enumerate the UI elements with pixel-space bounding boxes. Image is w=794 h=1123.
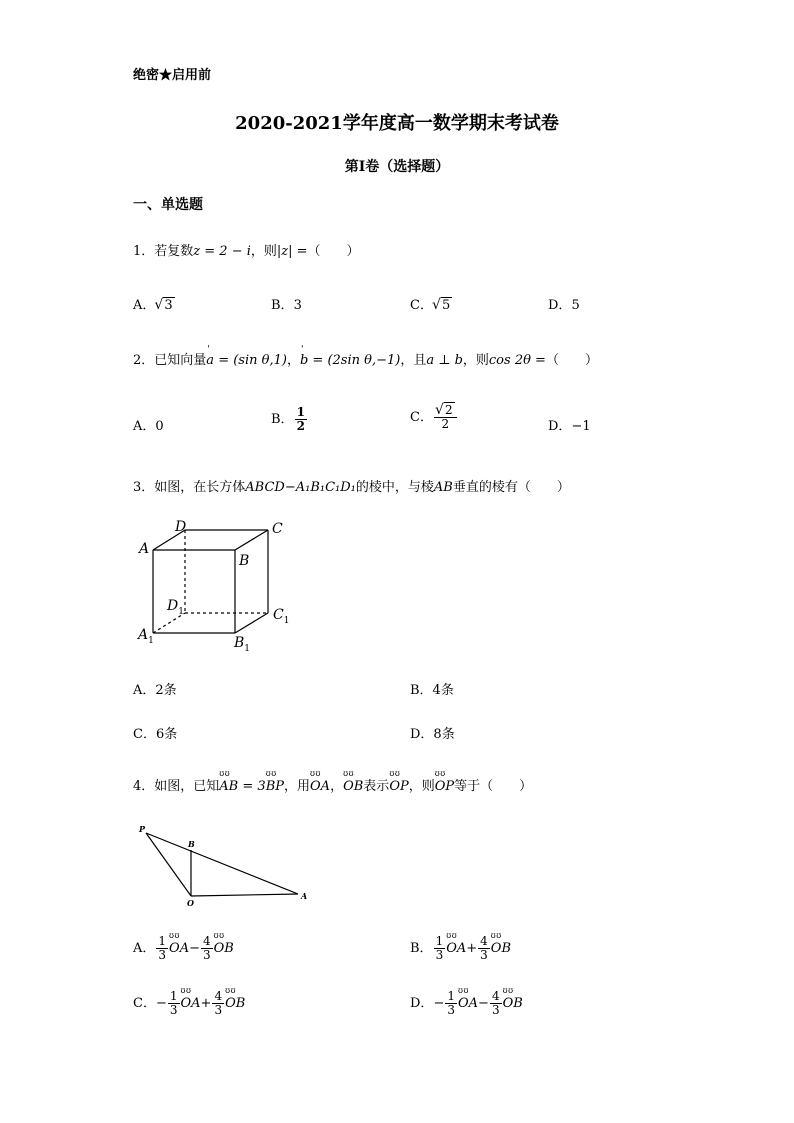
exam-subtitle: 第I卷（选择题） (344, 159, 450, 175)
option-label: B． (410, 941, 433, 957)
option-value: 5 (571, 298, 580, 313)
operator: − (478, 996, 489, 1012)
denominator: 3 (435, 948, 444, 963)
fraction (478, 935, 490, 962)
option-label: C． (410, 410, 433, 426)
option-value: 0 (155, 419, 164, 434)
denominator: 3 (491, 1003, 500, 1018)
q2-text-b: ，且 (400, 353, 427, 368)
denominator: 3 (169, 1003, 178, 1018)
q4-expr-eq: = 3 (238, 779, 266, 794)
label-c1: $C_1$ (273, 607, 290, 626)
q2-text-c: ，则 (462, 353, 489, 368)
sqrt-symbol (433, 298, 452, 313)
fraction (490, 990, 502, 1017)
q3-option-d: D．8条 (410, 727, 455, 742)
option-label: C． (410, 298, 433, 313)
operator: + (466, 941, 478, 957)
label-a: A (139, 541, 150, 557)
q1-option-b (271, 294, 302, 313)
q1-option-d (548, 294, 580, 313)
label-a: A (301, 891, 308, 901)
vector-ab: ʊ ʊ AB (219, 779, 238, 794)
cuboid-figure (133, 515, 303, 655)
radicand: 5 (441, 298, 451, 313)
denominator: 3 (158, 948, 167, 963)
fraction (445, 990, 457, 1017)
q1-option-a (133, 294, 175, 313)
operator: + (200, 996, 212, 1012)
label-b: B (188, 839, 195, 849)
sqrt-symbol (436, 404, 455, 417)
vector-ob: ʊ ʊ OB (225, 996, 245, 1011)
label-d: D (175, 519, 187, 535)
option-label: A． (133, 941, 156, 957)
label-p: P (139, 824, 146, 834)
numerator: 1 (435, 934, 444, 948)
vector-op-2: ʊ ʊ OP (435, 779, 454, 794)
q3-option-c: C．6条 (133, 727, 178, 742)
vector-ob: ʊ ʊ OB (491, 941, 511, 956)
q1-modulus: |z| = (276, 244, 308, 259)
denominator: 2 (296, 419, 305, 434)
vector-ob: ʊ ʊ OB (343, 779, 363, 794)
q1-text-c: （ ） (307, 244, 360, 259)
q3-text-b: 的棱中，与棱 (355, 480, 434, 495)
segment-pa (146, 833, 298, 894)
option-value: 3 (293, 298, 302, 313)
sign: − (155, 996, 167, 1012)
option-label: A． (133, 419, 156, 434)
numerator: 4 (491, 989, 500, 1003)
operator: − (189, 941, 200, 957)
radicand: 2 (444, 403, 453, 417)
q2-option-d (548, 415, 591, 434)
exam-title: 2020-2021学年度高一数学期末考试卷 (235, 113, 559, 134)
numerator: 1 (296, 405, 305, 419)
q1-text-b: ，则 (250, 244, 277, 259)
q3-expr: ABCD−A₁B₁C₁D₁ (245, 480, 356, 495)
fraction (295, 406, 307, 433)
denominator: 3 (214, 1003, 223, 1018)
q1-text-a: 若复数 (154, 244, 194, 259)
q3-text-a: 如图，在长方体 (154, 480, 246, 495)
vector-b: ' b (300, 353, 308, 368)
label-c: C (272, 521, 283, 537)
numerator: 4 (214, 989, 223, 1003)
q2-expr-c: cos 2θ = (488, 353, 546, 368)
numerator: 1 (158, 934, 167, 948)
q2-option-b (271, 406, 308, 433)
denominator: 3 (447, 1003, 455, 1018)
vector-ob: ʊ ʊ OB (214, 941, 234, 956)
q3-number: 3． (133, 480, 155, 495)
question-3 (133, 476, 570, 495)
vector-oa: ʊ ʊ OA (310, 779, 330, 794)
numerator (434, 404, 457, 418)
q2-text-d: （ ） (545, 353, 598, 368)
q3-text-c: 垂直的棱有（ ） (452, 480, 570, 495)
q4-text-d: ，则 (408, 779, 435, 794)
vector-oa: ʊ ʊ OA (458, 996, 478, 1011)
q1-option-c (410, 294, 452, 313)
q4-number: 4． (133, 779, 155, 794)
q2-number: 2． (133, 353, 155, 368)
fraction (212, 990, 224, 1017)
label-d1: $D_1$ (167, 598, 184, 617)
numerator: 1 (447, 989, 455, 1003)
vector-oa: ʊ ʊ OA (169, 941, 189, 956)
q4-option-d (410, 990, 523, 1017)
q4-text-b: ，用 (284, 779, 311, 794)
denominator: 3 (480, 948, 488, 963)
option-label: C． (133, 996, 156, 1012)
option-value: −1 (571, 419, 591, 434)
numerator: 1 (169, 989, 178, 1003)
vector-a: ' a (206, 353, 214, 368)
option-label: D． (410, 996, 434, 1012)
segment-oa (191, 894, 298, 896)
radicand: 3 (164, 298, 173, 313)
q4-option-c (133, 990, 245, 1017)
sign: − (433, 996, 445, 1012)
fraction (168, 990, 180, 1017)
q2-expr-a: = (sin θ,1) (214, 353, 287, 368)
vector-oa: ʊ ʊ OA (181, 996, 201, 1011)
edge-b1c1 (235, 613, 268, 633)
option-label: A． (133, 298, 156, 313)
q4-text-e: 等于（ ） (454, 779, 533, 794)
fraction (434, 935, 446, 962)
q2-option-c (410, 404, 458, 431)
option-label: D． (548, 298, 572, 313)
option-label: B． (271, 298, 294, 313)
section-heading: 一、单选题 (133, 197, 203, 213)
confidential-header: 绝密★启用前 (133, 68, 212, 83)
question-2: 2．已知向量' a = (sin θ,1)，' b = (2sin θ,−1)，且a ⊥ b，则cos 2θ =（ ） (133, 349, 598, 368)
q3-option-a: A．2条 (133, 683, 177, 698)
label-o: O (187, 898, 194, 908)
label-b1: $B_1$ (234, 635, 251, 654)
q2-perp: a ⊥ b (426, 353, 463, 368)
option-label: B． (271, 412, 294, 428)
q3-edge: AB (433, 480, 453, 495)
triangle-figure (133, 820, 318, 910)
q3-option-b: B．4条 (410, 683, 454, 698)
option-label: D． (548, 419, 572, 434)
denominator: 2 (441, 417, 450, 432)
q4-comma: ， (330, 779, 344, 794)
q4-text-c: 表示 (363, 779, 390, 794)
fraction (156, 935, 168, 962)
fraction (201, 935, 213, 962)
denominator: 3 (202, 948, 211, 963)
q4-option-a (133, 935, 234, 962)
q2-option-a (133, 415, 164, 434)
vector-bp: ʊ ʊ BP (266, 779, 284, 794)
vector-ob: ʊ ʊ OB (503, 996, 523, 1011)
numerator: 4 (480, 934, 488, 948)
label-a1: $A_1$ (138, 627, 154, 646)
edge-bc (235, 530, 268, 550)
question-4 (133, 775, 532, 794)
q2-text-a: 已知向量 (154, 353, 207, 368)
numerator: 4 (202, 934, 211, 948)
q4-option-b (410, 935, 511, 962)
fraction (434, 404, 457, 431)
label-b: B (239, 553, 250, 569)
q2-expr-b: = (2sin θ,−1) (308, 353, 401, 368)
sqrt-symbol (155, 298, 174, 313)
vector-op: ʊ ʊ OP (389, 779, 408, 794)
q4-text-a: 如图，已知 (154, 779, 220, 794)
vector-oa: ʊ ʊ OA (446, 941, 466, 956)
question-1 (133, 240, 360, 259)
q1-expr: z = 2 − i (193, 244, 251, 259)
q1-number: 1． (133, 244, 155, 259)
